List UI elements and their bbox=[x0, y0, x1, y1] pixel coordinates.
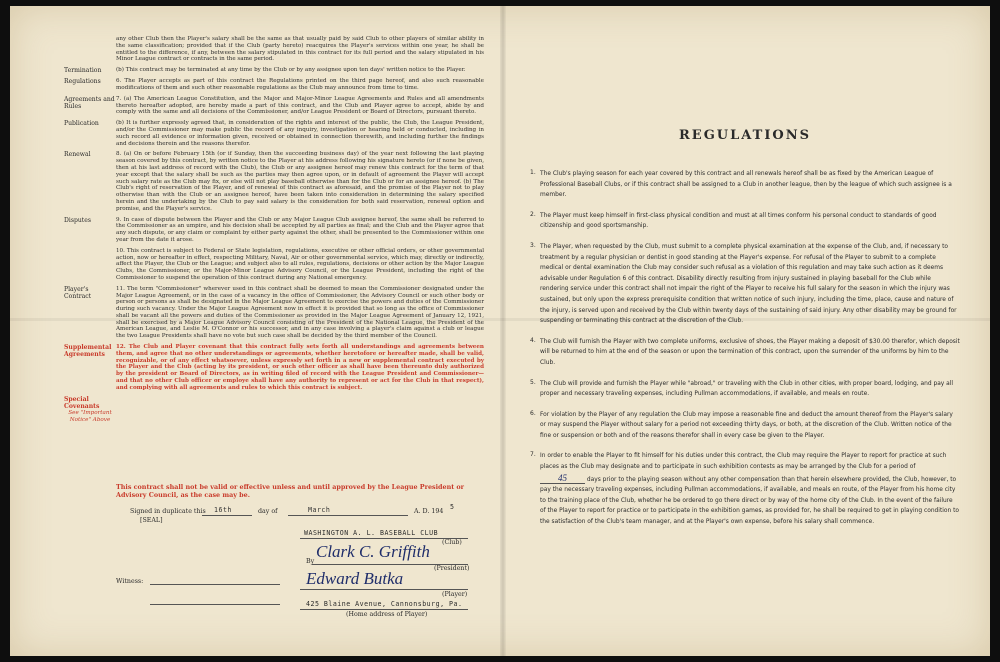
president-caption: (President) bbox=[434, 565, 470, 572]
player-signature: Edward Butka bbox=[306, 569, 404, 588]
special-covenants-note: See "Important Notice" Above bbox=[68, 409, 112, 423]
clause-text: 9. In case of dispute between the Player and the Club or any Major League Club assignee hereof, the same shall be referred to the Commissioner as an umpire, and his decision shall be accepted by all parties as final; and the Club and the Player agree that any such dispute, or any claim or complaint by either party against the other, shall be presented to the Commissioner within one year from the date it arose. bbox=[116, 216, 484, 243]
rule7-text-a: In order to enable the Player to fit himself for his duties under this contract, the Club may require the Player to report for practice at such places as the Club may designate and to participate in such exhibition contests as may be arranged by the Club for a period of bbox=[540, 453, 947, 471]
clause-text: 11. The term "Commissioner" wherever used in this contract shall be deemed to mean the Commissioner designated under the Major League Agreement, or in the case of a vacancy in the office of Commissioner, the Advisory Council or such other body or person or persons as shall be designated in the Major League Agreement to exercise the powers and duties of the Commissioner during such vacancy. Under the Major League Agreement now in effect it is provided that so long as the office of Commissioner shall be vacant all the powers and duties of the Commissioner as provided in the Major League Agreement of January 12, 1921, shall be exercised by a Major League Advisory Council consisting of the President of the National League, the President of the American League, and Leslie M. O'Connor or his successor, and in any case involving a player's claim against a club or league the two League Presidents shall have no vote but such case shall be decided by the third member of the Council. bbox=[116, 285, 484, 340]
clause-label: Disputes bbox=[64, 216, 91, 224]
contract-paper bbox=[10, 6, 990, 656]
regulations-page bbox=[530, 36, 960, 538]
clause-text: 7. (a) The American League Constitution, and the Major and Major-Minor League Agreements and Rules and all amendments thereto hereafter adopted, are hereby made a part of this contract, and the Club and Player agree to accept, abide by and comply with the same and all decisions of the Commissioner, and/or League President or Board of Directors, pursuant thereto. bbox=[116, 95, 484, 116]
clause-agreements bbox=[64, 96, 484, 116]
clause-text: 6. The Player accepts as part of this contract the Regulations printed on the third page hereof, and also such reasonable modifications of them and such other reasonable regulations as the Club may announce from time to time. bbox=[116, 78, 484, 91]
clause-text: (b) This contract may be terminated at any time by the Club or by any assignee upon ten days' written notice to the Player. bbox=[116, 67, 466, 74]
special-covenants bbox=[64, 396, 484, 428]
club-caption: (Club) bbox=[442, 539, 462, 546]
clause-text: 12. The Club and Player covenant that this contract fully sets forth all understandings and agreements between them, and agree that no other understandings or agreements, whether heretofore or hereafter made, shall be valid, recognizable, or of any effect whatsoever, unless expressly set forth in a new or supplemental contract executed by the Player and the Club (acting by its president, or such other officer as shall have been thereunto duly authorized by the president or Board of Directors, as in writing filed of record with the League President and Commissioner—and that no other Club officer or employe shall have any authority to represent or act for the Club in that respect), and complying with all agreements and rules to which this contract is subject. bbox=[116, 344, 484, 391]
clause-label: Regulations bbox=[64, 78, 101, 86]
signed-prefix: Signed in duplicate this bbox=[130, 508, 206, 515]
signed-year-digit: 5 bbox=[450, 503, 455, 511]
address-caption: (Home address of Player) bbox=[346, 611, 428, 618]
seal: [SEAL] bbox=[140, 517, 163, 524]
clause-label: Supplemental Agreements bbox=[64, 344, 112, 359]
clause-renewal bbox=[64, 151, 484, 212]
clause-commissioner bbox=[64, 286, 484, 340]
clause-regulations bbox=[64, 78, 484, 92]
clause-government bbox=[64, 248, 484, 282]
regulation-item: 2. The Player must keep himself in first-class physical condition and must at all times conform his personal conduct to standards of good citizenship and good sportsmanship. bbox=[530, 210, 937, 230]
president-signature: Clark C. Griffith bbox=[316, 542, 430, 561]
clause-label: Player's Contract bbox=[64, 285, 92, 300]
signed-day-of: day of bbox=[258, 508, 278, 515]
regulation-item: 6. For violation by the Player of any regulation the Club may impose a reasonable fine and deduct the amount thereof from the Player's salary or may suspend the Player without salary for a period not exceeding thirty days, or both, at the discretion of the Club. Written notice of the fine or suspension or both and of the reasons therefor shall in every case be given to the Player. bbox=[530, 409, 953, 439]
clause-label: Termination bbox=[64, 67, 102, 75]
approval-notice: This contract shall not be valid or effective unless and until approved by the League President or Advisory Council, as the case may be. bbox=[116, 483, 465, 499]
signed-month: March bbox=[308, 506, 331, 514]
contract-terms-page bbox=[64, 36, 484, 432]
regulation-item: 3. The Player, when requested by the Club, must submit to a complete physical examination at the expense of the Club, and, if necessary to treatment by a regular physician or dentist in good standing at the Player's expense. For refusal of the Player to submit to a complete medical or dental examination the Club may consider such refusal as a violation of this regulation and may take such action as it deems advisable under Regulation 6 of this contract. Disability directly resulting from injury sustained in playing baseball for the Club while rendering service under this contract shall not impair the right of the Player to receive his full salary for the season in which the injury was sustained, but only upon the express prerequisite condition that written notice of such injury, including the time, place, cause and nature of the injury, is served upon and received by the Club within twenty days of the sustaining of said injury. Any other disability may be ground for suspending or terminating this contract at the discretion of the Club. bbox=[530, 241, 957, 325]
regulation-item-7: 7. In order to enable the Player to fit himself for his duties under this contract, the Club may require the Player to report for practice at such places as the Club may designate and to participate in such exhibition contests as may be arranged by the Club for a period of 45 days prior to the playing season without any other compensation than that herein elsewhere provided, the Club, however, to pay the necessary traveling expenses, including Pullman accommodations, if available, and meals en route, of the Player from his home city to the training place of the Club, whether he be ordered to go there direct or by way of the home city of the Club. In the event of the failure of the Player to report for practice or to participate in the exhibition games, as provided for, he shall be required to get in playing condition to the satisfaction of the Club's team manager, and at the Player's own expense, before his salary shall commence. bbox=[530, 451, 960, 526]
regulation-item: 1. The Club's playing season for each year covered by this contract and all renewals hereof shall be as fixed by the American League of Professional Baseball Clubs, or if this contract shall be assigned to a Club in another league, then by the league of which such assignee is a member. bbox=[530, 169, 952, 199]
clause-label: Renewal bbox=[64, 151, 91, 159]
clause-publication bbox=[64, 120, 484, 147]
clause-disputes bbox=[64, 217, 484, 244]
signed-ad: A. D. 194 bbox=[414, 508, 444, 515]
player-caption: (Player) bbox=[442, 591, 468, 598]
regulations-title: REGULATIONS bbox=[678, 128, 812, 143]
clause-text: 10. This contract is subject to Federal or State legislation, regulations, executive or other official orders, or other governmental action, now or hereafter in effect, respecting Military, Naval, Air or other governmental service, which may, directly or indirectly, affect the Player, the Club or the League; and subject also to all rules, regulations, decisions or other action by the Major League Clubs, the Commissioner, or the Major-Minor League Advisory Council, or the League President, including the right of the Commissioner to suspend the operation of this contract during any National emergency. bbox=[116, 247, 484, 281]
special-covenants-label: Special Covenants bbox=[64, 395, 100, 410]
clause-label bbox=[64, 248, 116, 282]
signed-day: 16th bbox=[214, 506, 232, 514]
rule7-text-b: days prior to the playing season without any other compensation than that herein elsewhere provided, the Club, however, to pay the necessary traveling expenses, including Pullman accommodations, if available, and meals en route, of the Player from his home city to the training place of the Club, whether he be ordered to go there direct or by way of the home city of the Club. In the event of the failure of the Player to report for practice or to participate in the exhibition games, as provided for, he shall be required to get in playing condition to the satisfaction of the Club's team manager, and at the Player's own expense, before his salary shall commence. bbox=[540, 476, 960, 526]
clause-text: (b) It is further expressly agreed that, in consideration of the rights and interest of the public, the Club, the League President, and/or the Commissioner may make public the record of any inquiry, investigation or hearing held or conducted, including in such record all evidence or information given, received or obtained in connection therewith, and including further the findings and decisions therein and the reasons therefor. bbox=[116, 120, 484, 147]
club-name: WASHINGTON A. L. BASEBALL CLUB bbox=[304, 529, 439, 537]
by-label: By bbox=[306, 558, 315, 565]
rule7-days: 45 bbox=[540, 473, 585, 484]
center-fold bbox=[500, 6, 506, 656]
clause-termination bbox=[64, 67, 484, 74]
player-address: 425 Blaine Avenue, Cannonsburg, Pa. bbox=[306, 600, 463, 608]
clause-text: 8. (a) On or before February 15th (or if Sunday, then the succeeding business day) of the year next following the last playing season covered by this contract, by written notice to the Player at his address following his signature hereto (or if none be given, then at his last address of record with the Club), the Club or any assignee hereof may renew this contract for the term of that year except that the salary shall be such as the parties may then agree upon, or in default of agreement the Player will accept such salary rate as the Club may fix, or else will not play baseball otherwise than for the Club or for an assignee hereof. (b) The Club's right of reservation of the Player, and of renewal of this contract as aforesaid, and the promise of the Player not to play otherwise than with the Club or an assignee hereof, have been taken into consideration in determining the salary specified herein and the undertaking by the Club to pay said salary is the consideration for both said reservation, renewal option and promise, and the Player's service. bbox=[116, 151, 484, 212]
clause-label: Agreements and Rules bbox=[64, 95, 115, 110]
regulation-item: 5. The Club will provide and furnish the Player while "abroad," or traveling with the Club in other cities, with proper board, lodging, and pay all proper and necessary traveling expenses, including Pullman accommodations, if available, and meals en route. bbox=[530, 378, 954, 398]
clause-supplemental bbox=[64, 344, 484, 392]
intro-paragraph: any other Club then the Player's salary shall be the same as that usually paid by said Club to other players of similar ability in the same classification; provided that if the Club (party hereto) reacquires the Player's services within one year, he shall be entitled to the difference, if any, between the salary stipulated in this contract for its full period and the salary stipulated in his Minor League contract or contracts in the same period. bbox=[116, 36, 484, 63]
witness-label: Witness: bbox=[116, 578, 144, 585]
regulation-item: 4. The Club will furnish the Player with two complete uniforms, exclusive of shoes, the Player making a deposit of $30.00 therefor, which deposit will be returned to him at the end of the season or upon the termination of this contract, upon the surrender of the uniforms by him to the Club. bbox=[530, 336, 960, 366]
clause-label: Publication bbox=[64, 120, 99, 128]
